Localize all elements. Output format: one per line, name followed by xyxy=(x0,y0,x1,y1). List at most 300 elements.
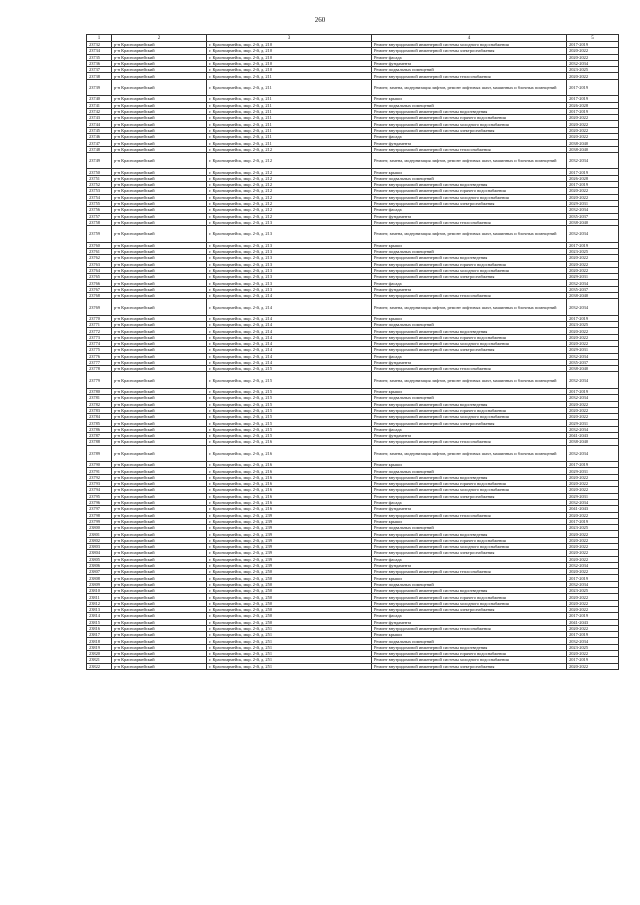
period-cell: 2038-2040 xyxy=(567,140,619,146)
work-type-cell: Ремонт внутридомовой инженерной системы горячего водоснабжения xyxy=(372,334,567,340)
row-number-cell: 23732 xyxy=(87,42,112,48)
address-cell: г. Красноармейск, мкр. 2-й, д. 216 xyxy=(207,468,372,474)
period-cell: 2017-2019 xyxy=(567,182,619,188)
work-type-cell: Ремонт внутридомовой инженерной системы холодного водоснабжения xyxy=(372,340,567,346)
address-cell: г. Красноармейск, мкр. 2-й, д. 250 xyxy=(207,569,372,575)
address-cell: г. Красноармейск, мкр. 2-й, д. 211 xyxy=(207,121,372,127)
district-cell: р-н Красноармейский xyxy=(112,512,207,518)
district-cell: р-н Красноармейский xyxy=(112,121,207,127)
table-row xyxy=(87,372,619,389)
address-cell: г. Красноармейск, мкр. 2-й, д. 251 xyxy=(207,657,372,663)
district-cell: р-н Красноармейский xyxy=(112,261,207,267)
district-cell: р-н Красноармейский xyxy=(112,299,207,316)
period-cell: 2032-2034 xyxy=(567,353,619,359)
address-cell: г. Красноармейск, мкр. 2-й, д. 215 xyxy=(207,414,372,420)
work-type-cell: Ремонт внутридомовой инженерной системы горячего водоснабжения xyxy=(372,115,567,121)
period-cell: 2032-2034 xyxy=(567,299,619,316)
address-cell: г. Красноармейск, мкр. 2-й, д. 250 xyxy=(207,588,372,594)
address-cell: г. Красноармейск, мкр. 2-й, д. 211 xyxy=(207,96,372,102)
address-cell: г. Красноармейск, мкр. 2-й, д. 211 xyxy=(207,79,372,96)
district-cell: р-н Красноармейский xyxy=(112,108,207,114)
district-cell: р-н Красноармейский xyxy=(112,255,207,261)
address-cell: г. Красноармейск, мкр. 2-й, д. 211 xyxy=(207,102,372,108)
period-cell: 2017-2019 xyxy=(567,575,619,581)
address-cell: г. Красноармейск, мкр. 2-й, д. 215 xyxy=(207,426,372,432)
address-cell: г. Красноармейск, мкр. 2-й, д. 211 xyxy=(207,73,372,79)
period-cell: 2020-2022 xyxy=(567,556,619,562)
period-cell: 2035-2037 xyxy=(567,213,619,219)
district-cell: р-н Красноармейский xyxy=(112,372,207,389)
row-number-cell: 23808 xyxy=(87,575,112,581)
period-cell: 2020-2022 xyxy=(567,328,619,334)
work-type-cell: Ремонт внутридомовой инженерной системы электроснабжения xyxy=(372,48,567,54)
district-cell: р-н Красноармейский xyxy=(112,407,207,413)
district-cell: р-н Красноармейский xyxy=(112,531,207,537)
row-number-cell: 23785 xyxy=(87,420,112,426)
district-cell: р-н Красноармейский xyxy=(112,134,207,140)
district-cell: р-н Красноармейский xyxy=(112,42,207,48)
district-cell: р-н Красноармейский xyxy=(112,366,207,372)
work-type-cell: Ремонт внутридомовой инженерной системы электроснабжения xyxy=(372,493,567,499)
row-number-cell: 23748 xyxy=(87,146,112,152)
district-cell: р-н Красноармейский xyxy=(112,274,207,280)
work-type-cell: Ремонт внутридомовой инженерной системы теплоснабжения xyxy=(372,512,567,518)
district-cell: р-н Красноармейский xyxy=(112,219,207,225)
work-type-cell: Ремонт фасада xyxy=(372,54,567,60)
district-cell: р-н Красноармейский xyxy=(112,544,207,550)
address-cell: г. Красноармейск, мкр. 2-й, д. 214 xyxy=(207,359,372,365)
address-cell: г. Красноармейск, мкр. 2-й, д. 239 xyxy=(207,518,372,524)
district-cell: р-н Красноармейский xyxy=(112,481,207,487)
row-number-cell: 23735 xyxy=(87,54,112,60)
row-number-cell: 23763 xyxy=(87,261,112,267)
work-type-cell: Ремонт подвальных помещений xyxy=(372,322,567,328)
district-cell: р-н Красноармейский xyxy=(112,359,207,365)
period-cell: 2017-2019 xyxy=(567,388,619,394)
address-cell: г. Красноармейск, мкр. 2-й, д. 213 xyxy=(207,261,372,267)
district-cell: р-н Красноармейский xyxy=(112,506,207,512)
row-number-cell: 23813 xyxy=(87,606,112,612)
period-cell: 2029-2031 xyxy=(567,420,619,426)
district-cell: р-н Красноармейский xyxy=(112,207,207,213)
period-cell: 2020-2022 xyxy=(567,537,619,543)
column-header: 5 xyxy=(567,35,619,42)
row-number-cell: 23773 xyxy=(87,334,112,340)
address-cell: г. Красноармейск, мкр. 2-й, д. 213 xyxy=(207,286,372,292)
row-number-cell: 23753 xyxy=(87,188,112,194)
work-type-cell: Ремонт внутридомовой инженерной системы горячего водоснабжения xyxy=(372,481,567,487)
row-number-cell: 23799 xyxy=(87,518,112,524)
district-cell: р-н Красноармейский xyxy=(112,588,207,594)
address-cell: г. Красноармейск, мкр. 2-й, д. 250 xyxy=(207,581,372,587)
period-cell: 2020-2022 xyxy=(567,401,619,407)
work-type-cell: Ремонт внутридомовой инженерной системы холодного водоснабжения xyxy=(372,267,567,273)
row-number-cell: 23802 xyxy=(87,537,112,543)
work-type-cell: Ремонт внутридомовой инженерной системы электроснабжения xyxy=(372,127,567,133)
district-cell: р-н Красноармейский xyxy=(112,48,207,54)
row-number-cell: 23819 xyxy=(87,644,112,650)
work-type-cell: Ремонт внутридомовой инженерной системы холодного водоснабжения xyxy=(372,194,567,200)
district-cell: р-н Красноармейский xyxy=(112,200,207,206)
work-type-cell: Ремонт фундамента xyxy=(372,506,567,512)
address-cell: г. Красноармейск, мкр. 2-й, д. 214 xyxy=(207,299,372,316)
row-number-cell: 23764 xyxy=(87,267,112,273)
address-cell: г. Красноармейск, мкр. 2-й, д. 215 xyxy=(207,395,372,401)
work-type-cell: Ремонт внутридомовой инженерной системы водоотведения xyxy=(372,255,567,261)
period-cell: 2020-2022 xyxy=(567,134,619,140)
address-cell: г. Красноармейск, мкр. 2-й, д. 210 xyxy=(207,67,372,73)
work-type-cell: Ремонт крыши xyxy=(372,169,567,175)
row-number-cell: 23752 xyxy=(87,182,112,188)
address-cell: г. Красноармейск, мкр. 2-й, д. 239 xyxy=(207,525,372,531)
period-cell: 2032-2034 xyxy=(567,499,619,505)
district-cell: р-н Красноармейский xyxy=(112,426,207,432)
row-number-cell: 23766 xyxy=(87,280,112,286)
table-row xyxy=(87,299,619,316)
period-cell: 2038-2040 xyxy=(567,439,619,445)
period-cell: 2020-2022 xyxy=(567,188,619,194)
work-type-cell: Ремонт крыши xyxy=(372,242,567,248)
work-type-cell: Ремонт фундамента xyxy=(372,619,567,625)
row-number-cell: 23754 xyxy=(87,194,112,200)
work-type-cell: Ремонт внутридомовой инженерной системы теплоснабжения xyxy=(372,219,567,225)
period-cell: 2032-2034 xyxy=(567,280,619,286)
work-type-cell: Ремонт подвальных помещений xyxy=(372,67,567,73)
period-cell: 2035-2037 xyxy=(567,359,619,365)
row-number-cell: 23777 xyxy=(87,359,112,365)
district-cell: р-н Красноармейский xyxy=(112,395,207,401)
district-cell: р-н Красноармейский xyxy=(112,115,207,121)
district-cell: р-н Красноармейский xyxy=(112,487,207,493)
district-cell: р-н Красноармейский xyxy=(112,651,207,657)
period-cell: 2029-2031 xyxy=(567,274,619,280)
period-cell: 2041-2043 xyxy=(567,506,619,512)
period-cell: 2020-2022 xyxy=(567,267,619,273)
row-number-cell: 23797 xyxy=(87,506,112,512)
row-number-cell: 23746 xyxy=(87,134,112,140)
period-cell: 2023-2025 xyxy=(567,525,619,531)
address-cell: г. Красноармейск, мкр. 2-й, д. 211 xyxy=(207,108,372,114)
district-cell: р-н Красноармейский xyxy=(112,401,207,407)
period-cell: 2017-2019 xyxy=(567,169,619,175)
row-number-cell: 23812 xyxy=(87,600,112,606)
period-cell: 2020-2022 xyxy=(567,550,619,556)
address-cell: г. Красноармейск, мкр. 2-й, д. 210 xyxy=(207,48,372,54)
address-cell: г. Красноармейск, мкр. 2-й, д. 216 xyxy=(207,493,372,499)
period-cell: 2032-2034 xyxy=(567,372,619,389)
work-type-cell: Ремонт внутридомовой инженерной системы водоотведения xyxy=(372,328,567,334)
district-cell: р-н Красноармейский xyxy=(112,439,207,445)
row-number-cell: 23771 xyxy=(87,322,112,328)
address-cell: г. Красноармейск, мкр. 2-й, д. 216 xyxy=(207,499,372,505)
address-cell: г. Красноармейск, мкр. 2-й, д. 214 xyxy=(207,347,372,353)
column-header: 4 xyxy=(372,35,567,42)
district-cell: р-н Красноармейский xyxy=(112,581,207,587)
address-cell: г. Красноармейск, мкр. 2-й, д. 212 xyxy=(207,200,372,206)
period-cell: 2038-2040 xyxy=(567,146,619,152)
address-cell: г. Красноармейск, мкр. 2-й, д. 239 xyxy=(207,512,372,518)
period-cell: 2017-2019 xyxy=(567,657,619,663)
work-type-cell: Ремонт внутридомовой инженерной системы электроснабжения xyxy=(372,420,567,426)
row-number-cell: 23789 xyxy=(87,445,112,462)
work-type-cell: Ремонт крыши xyxy=(372,518,567,524)
district-cell: р-н Красноармейский xyxy=(112,600,207,606)
period-cell: 2020-2022 xyxy=(567,414,619,420)
work-type-cell: Ремонт внутридомовой инженерной системы теплоснабжения xyxy=(372,569,567,575)
work-type-cell: Ремонт фасада xyxy=(372,280,567,286)
row-number-cell: 23801 xyxy=(87,531,112,537)
period-cell: 2035-2037 xyxy=(567,286,619,292)
address-cell: г. Красноармейск, мкр. 2-й, д. 215 xyxy=(207,366,372,372)
work-type-cell: Ремонт фундамента xyxy=(372,433,567,439)
row-number-cell: 23737 xyxy=(87,67,112,73)
column-header: 3 xyxy=(207,35,372,42)
work-type-cell: Ремонт внутридомовой инженерной системы водоотведения xyxy=(372,108,567,114)
address-cell: г. Красноармейск, мкр. 2-й, д. 213 xyxy=(207,248,372,254)
period-cell: 2029-2031 xyxy=(567,493,619,499)
column-header: 2 xyxy=(112,35,207,42)
row-number-cell: 23800 xyxy=(87,525,112,531)
table-row xyxy=(87,79,619,96)
period-cell: 2020-2022 xyxy=(567,48,619,54)
row-number-cell: 23775 xyxy=(87,347,112,353)
period-cell: 2020-2022 xyxy=(567,544,619,550)
work-type-cell: Ремонт внутридомовой инженерной системы теплоснабжения xyxy=(372,625,567,631)
address-cell: г. Красноармейск, мкр. 2-й, д. 215 xyxy=(207,388,372,394)
period-cell: 2017-2019 xyxy=(567,79,619,96)
address-cell: г. Красноармейск, мкр. 2-й, д. 239 xyxy=(207,544,372,550)
work-type-cell: Ремонт фундамента xyxy=(372,286,567,292)
period-cell: 2032-2034 xyxy=(567,581,619,587)
district-cell: р-н Красноармейский xyxy=(112,518,207,524)
district-cell: р-н Красноармейский xyxy=(112,493,207,499)
district-cell: р-н Красноармейский xyxy=(112,606,207,612)
district-cell: р-н Красноармейский xyxy=(112,96,207,102)
period-cell: 2017-2019 xyxy=(567,315,619,321)
period-cell: 2020-2022 xyxy=(567,594,619,600)
row-number-cell: 23774 xyxy=(87,340,112,346)
work-type-cell: Ремонт фундамента xyxy=(372,213,567,219)
district-cell: р-н Красноармейский xyxy=(112,594,207,600)
address-cell: г. Красноармейск, мкр. 2-й, д. 251 xyxy=(207,644,372,650)
work-type-cell: Ремонт внутридомовой инженерной системы горячего водоснабжения xyxy=(372,261,567,267)
address-cell: г. Красноармейск, мкр. 2-й, д. 214 xyxy=(207,315,372,321)
row-number-cell: 23783 xyxy=(87,407,112,413)
period-cell: 2041-2043 xyxy=(567,433,619,439)
district-cell: р-н Красноармейский xyxy=(112,315,207,321)
work-type-cell: Ремонт подвальных помещений xyxy=(372,175,567,181)
row-number-cell: 23788 xyxy=(87,439,112,445)
row-number-cell: 23760 xyxy=(87,242,112,248)
work-type-cell: Ремонт фасада xyxy=(372,353,567,359)
row-number-cell: 23762 xyxy=(87,255,112,261)
row-number-cell: 23778 xyxy=(87,366,112,372)
address-cell: г. Красноармейск, мкр. 2-й, д. 213 xyxy=(207,255,372,261)
row-number-cell: 23821 xyxy=(87,657,112,663)
address-cell: г. Красноармейск, мкр. 2-й, д. 215 xyxy=(207,372,372,389)
period-cell: 2020-2022 xyxy=(567,481,619,487)
district-cell: р-н Красноармейский xyxy=(112,575,207,581)
work-type-cell: Ремонт подвальных помещений xyxy=(372,581,567,587)
work-type-cell: Ремонт фундамента xyxy=(372,562,567,568)
district-cell: р-н Красноармейский xyxy=(112,420,207,426)
row-number-cell: 23818 xyxy=(87,638,112,644)
row-number-cell: 23784 xyxy=(87,414,112,420)
row-number-cell: 23781 xyxy=(87,395,112,401)
work-type-cell: Ремонт внутридомовой инженерной системы электроснабжения xyxy=(372,663,567,669)
row-number-cell: 23815 xyxy=(87,619,112,625)
period-cell: 2026-2028 xyxy=(567,102,619,108)
work-type-cell: Ремонт внутридомовой инженерной системы водоотведения xyxy=(372,182,567,188)
work-type-cell: Ремонт внутридомовой инженерной системы теплоснабжения xyxy=(372,146,567,152)
row-number-cell: 23791 xyxy=(87,468,112,474)
address-cell: г. Красноармейск, мкр. 2-й, д. 212 xyxy=(207,182,372,188)
table-header-row xyxy=(87,35,619,42)
row-number-cell: 23756 xyxy=(87,207,112,213)
period-cell: 2020-2022 xyxy=(567,407,619,413)
work-type-cell: Ремонт внутридомовой инженерной системы холодного водоснабжения xyxy=(372,657,567,663)
work-type-cell: Ремонт внутридомовой инженерной системы электроснабжения xyxy=(372,347,567,353)
address-cell: г. Красноармейск, мкр. 2-й, д. 250 xyxy=(207,606,372,612)
address-cell: г. Красноармейск, мкр. 2-й, д. 216 xyxy=(207,462,372,468)
table-row xyxy=(87,152,619,169)
address-cell: г. Красноармейск, мкр. 2-й, д. 213 xyxy=(207,274,372,280)
work-type-cell: Ремонт фундамента xyxy=(372,60,567,66)
work-type-cell: Ремонт внутридомовой инженерной системы горячего водоснабжения xyxy=(372,537,567,543)
period-cell: 2017-2019 xyxy=(567,632,619,638)
table-row xyxy=(87,663,619,669)
district-cell: р-н Красноармейский xyxy=(112,499,207,505)
address-cell: г. Красноармейск, мкр. 2-й, д. 214 xyxy=(207,340,372,346)
period-cell: 2032-2034 xyxy=(567,226,619,243)
address-cell: г. Красноармейск, мкр. 2-й, д. 216 xyxy=(207,439,372,445)
period-cell: 2020-2022 xyxy=(567,194,619,200)
work-type-cell: Ремонт внутридомовой инженерной системы электроснабжения xyxy=(372,200,567,206)
period-cell: 2023-2025 xyxy=(567,588,619,594)
capital-repair-table xyxy=(86,34,619,670)
period-cell: 2020-2022 xyxy=(567,340,619,346)
address-cell: г. Красноармейск, мкр. 2-й, д. 239 xyxy=(207,556,372,562)
work-type-cell: Ремонт, замена, модернизация лифтов, ремонт лифтовых шахт, машинных и блочных помещений xyxy=(372,372,567,389)
row-number-cell: 23750 xyxy=(87,169,112,175)
work-type-cell: Ремонт подвальных помещений xyxy=(372,525,567,531)
period-cell: 2032-2034 xyxy=(567,445,619,462)
address-cell: г. Красноармейск, мкр. 2-й, д. 214 xyxy=(207,334,372,340)
district-cell: р-н Красноармейский xyxy=(112,537,207,543)
address-cell: г. Красноармейск, мкр. 2-й, д. 212 xyxy=(207,188,372,194)
work-type-cell: Ремонт, замена, модернизация лифтов, ремонт лифтовых шахт, машинных и блочных помещений xyxy=(372,79,567,96)
work-type-cell: Ремонт внутридомовой инженерной системы горячего водоснабжения xyxy=(372,188,567,194)
district-cell: р-н Красноармейский xyxy=(112,194,207,200)
row-number-cell: 23809 xyxy=(87,581,112,587)
period-cell: 2029-2031 xyxy=(567,347,619,353)
row-number-cell: 23796 xyxy=(87,499,112,505)
district-cell: р-н Красноармейский xyxy=(112,619,207,625)
row-number-cell: 23745 xyxy=(87,127,112,133)
period-cell: 2026-2028 xyxy=(567,175,619,181)
row-number-cell: 23736 xyxy=(87,60,112,66)
address-cell: г. Красноармейск, мкр. 2-й, д. 212 xyxy=(207,207,372,213)
period-cell: 2032-2034 xyxy=(567,60,619,66)
work-type-cell: Ремонт фундамента xyxy=(372,359,567,365)
address-cell: г. Красноармейск, мкр. 2-й, д. 212 xyxy=(207,152,372,169)
work-type-cell: Ремонт фасада xyxy=(372,556,567,562)
period-cell: 2017-2019 xyxy=(567,462,619,468)
row-number-cell: 23795 xyxy=(87,493,112,499)
district-cell: р-н Красноармейский xyxy=(112,140,207,146)
address-cell: г. Красноармейск, мкр. 2-й, д. 210 xyxy=(207,42,372,48)
work-type-cell: Ремонт внутридомовой инженерной системы водоотведения xyxy=(372,644,567,650)
row-number-cell: 23751 xyxy=(87,175,112,181)
period-cell: 2020-2022 xyxy=(567,569,619,575)
address-cell: г. Красноармейск, мкр. 2-й, д. 213 xyxy=(207,226,372,243)
work-type-cell: Ремонт фасада xyxy=(372,499,567,505)
district-cell: р-н Красноармейский xyxy=(112,462,207,468)
district-cell: р-н Красноармейский xyxy=(112,414,207,420)
row-number-cell: 23810 xyxy=(87,588,112,594)
address-cell: г. Красноармейск, мкр. 2-й, д. 215 xyxy=(207,433,372,439)
period-cell: 2017-2019 xyxy=(567,42,619,48)
work-type-cell: Ремонт внутридомовой инженерной системы холодного водоснабжения xyxy=(372,121,567,127)
address-cell: г. Красноармейск, мкр. 2-й, д. 216 xyxy=(207,506,372,512)
work-type-cell: Ремонт подвальных помещений xyxy=(372,638,567,644)
district-cell: р-н Красноармейский xyxy=(112,347,207,353)
row-number-cell: 23759 xyxy=(87,226,112,243)
row-number-cell: 23767 xyxy=(87,286,112,292)
address-cell: г. Красноармейск, мкр. 2-й, д. 212 xyxy=(207,213,372,219)
address-cell: г. Красноармейск, мкр. 2-й, д. 216 xyxy=(207,474,372,480)
work-type-cell: Ремонт крыши xyxy=(372,575,567,581)
work-type-cell: Ремонт фундамента xyxy=(372,140,567,146)
table-row xyxy=(87,226,619,243)
address-cell: г. Красноармейск, мкр. 2-й, д. 213 xyxy=(207,280,372,286)
period-cell: 2032-2034 xyxy=(567,426,619,432)
district-cell: р-н Красноармейский xyxy=(112,226,207,243)
period-cell: 2020-2022 xyxy=(567,127,619,133)
address-cell: г. Красноармейск, мкр. 2-й, д. 210 xyxy=(207,60,372,66)
period-cell: 2041-2043 xyxy=(567,619,619,625)
row-number-cell: 23782 xyxy=(87,401,112,407)
district-cell: р-н Красноармейский xyxy=(112,322,207,328)
district-cell: р-н Красноармейский xyxy=(112,293,207,299)
address-cell: г. Красноармейск, мкр. 2-й, д. 216 xyxy=(207,487,372,493)
period-cell: 2020-2022 xyxy=(567,625,619,631)
column-header: 1 xyxy=(87,35,112,42)
period-cell: 2020-2022 xyxy=(567,600,619,606)
period-cell: 2032-2034 xyxy=(567,562,619,568)
district-cell: р-н Красноармейский xyxy=(112,60,207,66)
period-cell: 2032-2034 xyxy=(567,207,619,213)
district-cell: р-н Красноармейский xyxy=(112,102,207,108)
work-type-cell: Ремонт фасада xyxy=(372,613,567,619)
address-cell: г. Красноармейск, мкр. 2-й, д. 212 xyxy=(207,146,372,152)
period-cell: 2017-2019 xyxy=(567,518,619,524)
work-type-cell: Ремонт крыши xyxy=(372,315,567,321)
work-type-cell: Ремонт внутридомовой инженерной системы теплоснабжения xyxy=(372,73,567,79)
row-number-cell: 23820 xyxy=(87,651,112,657)
row-number-cell: 23790 xyxy=(87,462,112,468)
period-cell: 2023-2025 xyxy=(567,67,619,73)
row-number-cell: 23807 xyxy=(87,569,112,575)
district-cell: р-н Красноармейский xyxy=(112,67,207,73)
row-number-cell: 23792 xyxy=(87,474,112,480)
district-cell: р-н Красноармейский xyxy=(112,625,207,631)
address-cell: г. Красноармейск, мкр. 2-й, д. 214 xyxy=(207,293,372,299)
page-number: 260 xyxy=(314,16,326,24)
work-type-cell: Ремонт фасада xyxy=(372,207,567,213)
district-cell: р-н Красноармейский xyxy=(112,242,207,248)
address-cell: г. Красноармейск, мкр. 2-й, д. 214 xyxy=(207,328,372,334)
